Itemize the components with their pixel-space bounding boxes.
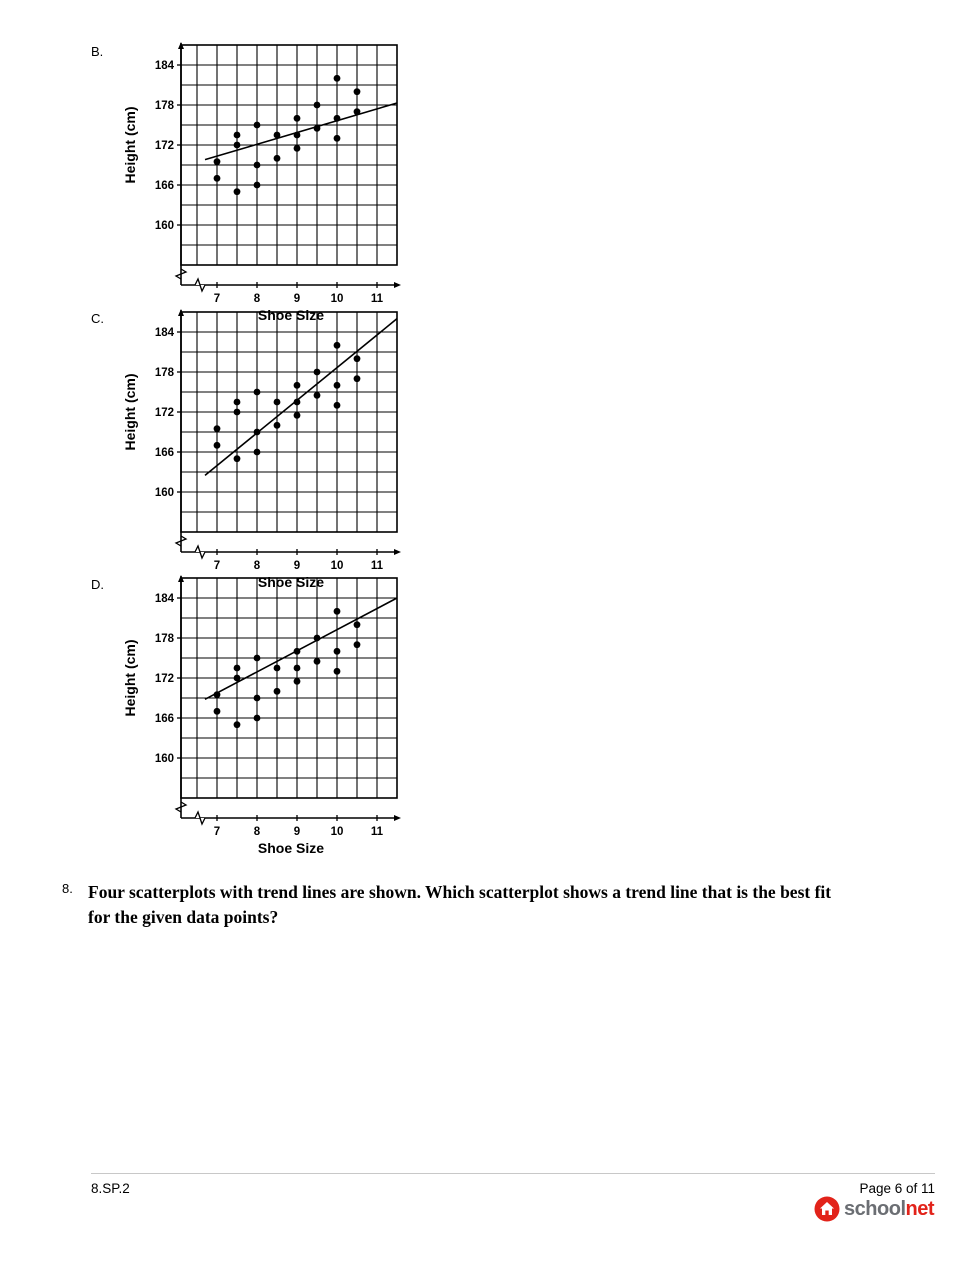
data-point [214,442,221,449]
data-point [334,608,341,615]
footer-divider [91,1173,935,1174]
data-point [314,392,321,399]
x-tick-label: 11 [370,826,384,838]
y-axis-label: Height (cm) [122,639,138,717]
y-tick-label: 172 [154,673,174,685]
y-tick-label: 172 [154,407,174,419]
data-point [334,342,341,349]
scatterplot-b [118,38,408,323]
data-point [234,409,241,416]
data-point [234,142,241,149]
y-tick-label: 178 [154,633,174,645]
x-tick-label: 10 [330,293,344,305]
house-icon [814,1196,840,1222]
data-point [334,75,341,82]
data-point [354,355,361,362]
data-point [334,402,341,409]
y-tick-label: 184 [154,593,174,605]
data-point [254,695,261,702]
data-point [294,115,301,122]
data-point [314,102,321,109]
x-tick-label: 8 [253,826,261,838]
x-tick-label: 10 [330,826,344,838]
trend-line [205,103,397,160]
data-point [354,375,361,382]
option-label-d: D. [91,577,104,592]
data-point [314,635,321,642]
y-tick-label: 166 [154,447,174,459]
data-point [274,688,281,695]
data-point [274,665,281,672]
data-point [354,641,361,648]
x-tick-label: 9 [293,293,301,305]
y-tick-label: 178 [154,100,174,112]
y-tick-label: 160 [154,753,174,765]
data-point [354,108,361,115]
x-tick-label: 7 [213,826,221,838]
x-axis-label: Shoe Size [257,307,325,323]
data-point [214,691,221,698]
data-point [214,425,221,432]
x-tick-label: 7 [213,560,221,572]
data-point [354,88,361,95]
data-point [254,122,261,129]
data-point [254,162,261,169]
data-point [274,399,281,406]
data-point [334,115,341,122]
question-text: Four scatterplots with trend lines are shown. Which scatterplot shows a trend line that is the best fit for the given data points? [88,882,832,927]
x-tick-label: 11 [370,560,384,572]
data-point [294,412,301,419]
x-tick-label: 7 [213,293,221,305]
x-axis-break [195,812,205,824]
x-axis-label: Shoe Size [257,574,325,590]
data-point [294,145,301,152]
data-points [214,342,361,462]
y-tick-label: 184 [154,327,174,339]
data-point [294,648,301,655]
data-point [294,399,301,406]
option-label-c: C. [91,311,104,326]
data-point [314,658,321,665]
data-point [334,135,341,142]
x-tick-label: 10 [330,560,344,572]
plot-frame [181,45,397,265]
data-point [254,182,261,189]
data-point [214,158,221,165]
option-label-b: B. [91,44,104,59]
data-point [294,132,301,139]
y-tick-label: 160 [154,220,174,232]
grid [181,578,397,798]
y-tick-label: 178 [154,367,174,379]
x-tick-label: 8 [253,293,261,305]
data-point [254,389,261,396]
footer-standard: 8.SP.2 [91,1181,130,1196]
question-number: 8. [62,881,73,896]
data-point [294,665,301,672]
schoolnet-logo [814,1196,934,1222]
data-point [274,132,281,139]
x-axis-arrow [394,549,401,555]
trend-line [205,598,397,699]
data-points [214,608,361,728]
x-tick-label: 9 [293,826,301,838]
scatterplot-c [118,305,408,590]
x-tick-label: 11 [370,293,384,305]
x-axis-arrow [394,282,401,288]
data-point [254,449,261,456]
x-axis-arrow [394,815,401,821]
data-point [214,175,221,182]
y-axis-label: Height (cm) [122,106,138,184]
data-point [334,668,341,675]
data-point [234,132,241,139]
data-point [254,715,261,722]
data-point [334,648,341,655]
data-point [294,382,301,389]
y-tick-label: 166 [154,180,174,192]
x-tick-label: 8 [253,560,261,572]
x-tick-label: 9 [293,560,301,572]
x-axis-break [195,546,205,558]
data-point [234,188,241,195]
y-tick-label: 166 [154,713,174,725]
data-point [354,621,361,628]
y-tick-label: 160 [154,487,174,499]
data-point [234,675,241,682]
footer-page-number: Page 6 of 11 [859,1181,935,1196]
y-axis-label: Height (cm) [122,373,138,451]
data-point [294,678,301,685]
brand-name: schoolnet [844,1197,934,1220]
data-point [234,721,241,728]
x-axis-break [195,279,205,291]
scatterplot-d [118,571,408,856]
data-point [274,422,281,429]
data-point [314,125,321,132]
data-point [314,369,321,376]
y-tick-label: 184 [154,60,174,72]
x-axis-label: Shoe Size [257,840,325,856]
data-point [234,455,241,462]
data-point [234,665,241,672]
plot-frame [181,578,397,798]
data-point [234,399,241,406]
y-tick-label: 172 [154,140,174,152]
data-point [254,655,261,662]
grid [181,45,397,265]
data-point [214,708,221,715]
data-point [254,429,261,436]
data-point [334,382,341,389]
data-point [274,155,281,162]
